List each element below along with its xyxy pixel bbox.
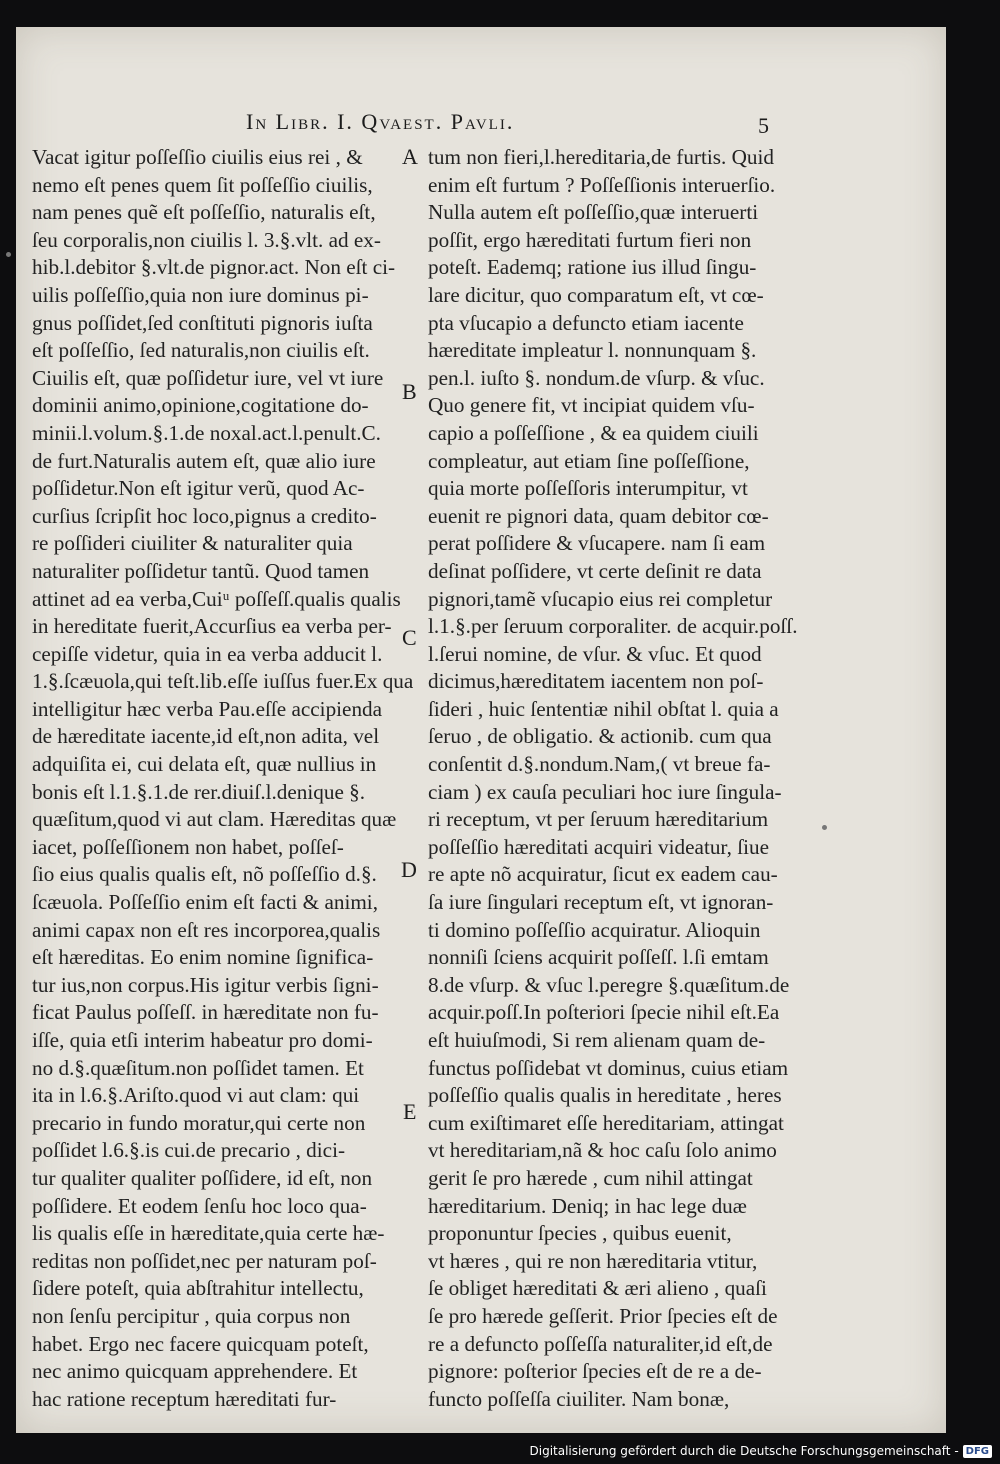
text-line: ciam ) ex cauſa peculiari hoc iure ſingula-: [428, 779, 782, 804]
text-line: tur qualiter qualiter poſſidere, id eſt, non: [32, 1165, 373, 1190]
text-line: pignore: poſterior ſpecies eſt de re a de-: [428, 1359, 762, 1384]
text-line: 1.§.ſcæuola,qui teſt.lib.eſſe iuſſus fuer.Ex qua: [32, 669, 414, 694]
text-line: lis qualis eſſe in hæreditate,quia certe hæ-: [32, 1221, 385, 1246]
page-number: 5: [758, 113, 771, 138]
text-line: re poſſideri ciuiliter & naturaliter quia: [32, 531, 353, 556]
text-line: ſe obliget hæreditati & æri alieno , quaſi: [428, 1276, 767, 1301]
text-line: hib.l.debitor §.vlt.de pignor.act. Non eſt ci-: [32, 255, 396, 280]
margin-marker: C: [402, 625, 417, 650]
text-line: habet. Ergo nec facere quicquam poteſt,: [32, 1331, 369, 1356]
text-line: precario in fundo moratur,qui certe non: [32, 1110, 366, 1135]
text-line: re a defuncto poſſeſſa naturaliter,id eſt,de: [428, 1331, 773, 1356]
text-line: l.1.§.per ſeruum corporaliter. de acquir.poſſ.: [428, 614, 798, 639]
text-line: euenit re pignori data, quam debitor cœ-: [428, 503, 769, 528]
text-line: animi capax non eſt res incorporea,qualis: [32, 917, 381, 942]
text-line: ſeu corporalis,non ciuilis l. 3.§.vlt. ad ex-: [32, 227, 381, 252]
text-line: eſt huiuſmodi, Si rem alienam quam de-: [428, 1028, 766, 1052]
text-line: Vacat igitur poſſeſſio ciuilis eius rei , &: [32, 145, 363, 169]
text-line: ſideri , huic ſententiæ nihil obſtat l. quia a: [428, 696, 779, 721]
text-line: gerit ſe pro hærede , cum nihil attingat: [428, 1165, 753, 1190]
text-line: Quo genere fit, vt incipiat quidem vſu-: [428, 393, 755, 418]
text-line: attinet ad ea verba,Cuiᵘ poſſeſſ.qualis qualis: [32, 586, 401, 611]
text-line: conſentit d.§.nondum.Nam,( vt breue fa-: [428, 752, 771, 777]
margin-spot: [822, 825, 827, 830]
text-line: bonis eſt l.1.§.1.de rer.diuiſ.l.denique §.: [32, 779, 366, 804]
text-line: poſſidet l.6.§.is cui.de precario , dici-: [32, 1138, 346, 1163]
text-line: in hereditate fuerit,Accurſius ea verba per-: [32, 614, 392, 639]
text-line: dominii animo,opinione,cogitatione do-: [32, 393, 369, 418]
left-column: [32, 144, 414, 1413]
text-line: poſſeſſio hæreditati acquiri videatur, ſiue: [428, 834, 769, 859]
text-line: eſt poſſeſſio, ſed naturalis,non ciuilis eſt.: [32, 338, 370, 363]
text-line: tum non fieri,l.hereditaria,de furtis. Quid: [428, 145, 774, 169]
text-line: perat poſſidere & vſucapere. nam ſi eam: [428, 531, 766, 556]
text-line: l.ſerui nomine, de vſur. & vſuc. Et quod: [428, 641, 762, 666]
margin-marker: E: [403, 1099, 417, 1124]
text-line: pignori,tamẽ vſucapio eius rei completur: [428, 586, 773, 611]
text-line: ita in l.6.§.Ariſto.quod vi aut clam: qui: [32, 1083, 360, 1108]
text-line: pta vſucapio a defuncto etiam iacente: [428, 310, 744, 335]
text-line: curſius ſcripſit hoc loco,pignus a credito-: [32, 503, 377, 528]
text-line: reditas non poſſidet,nec per naturam poſ-: [32, 1248, 377, 1273]
text-line: functo poſſeſſa ciuiliter. Nam bonæ,: [428, 1386, 730, 1411]
text-line: intelligitur hæc verba Pau.eſſe accipienda: [32, 696, 383, 721]
text-line: poſſidetur.Non eſt igitur verũ, quod Ac-: [32, 476, 365, 501]
text-line: Nulla autem eſt poſſeſſio,quæ interuerti: [428, 200, 759, 225]
text-line: capio a poſſeſſione , & ea quidem ciuili: [428, 420, 759, 445]
text-line: hac ratione receptum hæreditati fur-: [32, 1386, 337, 1411]
text-line: ſidere poteſt, quia abſtrahitur intellectu,: [32, 1276, 364, 1301]
text-line: poteſt. Eademq; ratione ius illud ſingu-: [428, 255, 757, 280]
text-line: iacet, poſſeſſionem non habet, poſſeſ-: [32, 834, 344, 859]
text-line: re apte nõ acquiratur, ſicut ex eadem cau-: [428, 862, 778, 887]
text-line: Ciuilis eſt, quæ poſſidetur iure, vel vt iure: [32, 365, 384, 390]
margin-spot: [6, 252, 11, 257]
footer-text: Digitalisierung gefördert durch die Deutsche Forschungsgemeinschaft -: [529, 1444, 959, 1458]
text-line: enim eſt furtum ? Poſſeſſionis interuerſio.: [428, 172, 776, 197]
text-line: no d.§.quæſitum.non poſſidet tamen. Et: [32, 1055, 364, 1080]
text-line: poſſeſſio qualis qualis in hereditate , heres: [428, 1083, 782, 1108]
book-page: [16, 27, 946, 1433]
text-line: vt hæres , qui re non hæreditaria vtitur,: [428, 1248, 758, 1273]
text-line: de furt.Naturalis autem eſt, quæ alio iure: [32, 448, 376, 473]
text-line: cepiſſe videtur, quia in ea verba adducit l.: [32, 641, 383, 666]
text-line: hæreditate impleatur l. nonnunquam §.: [428, 338, 757, 363]
text-line: ficat Paulus poſſeſſ. in hæreditate non fu-: [32, 1000, 379, 1025]
text-line: 8.de vſurp. & vſuc l.peregre §.quæſitum.de: [428, 972, 790, 997]
text-line: ſcæuola. Poſſeſſio enim eſt facti & animi,: [32, 890, 378, 915]
text-line: nam penes quẽ eſt poſſeſſio, naturalis eſt,: [32, 200, 376, 225]
text-line: ſeruo , de obligatio. & actionib. cum qua: [428, 724, 772, 749]
digitization-footer: [530, 1444, 993, 1458]
text-line: adquiſita ei, cui delata eſt, quæ nullius in: [32, 752, 377, 777]
text-line: ti domino poſſeſſio acquiratur. Alioquin: [428, 917, 761, 942]
text-line: quæſitum,quod vi aut clam. Hæreditas quæ: [32, 807, 397, 832]
text-line: nemo eſt penes quem ſit poſſeſſio ciuilis,: [32, 172, 373, 197]
text-line: ſa iure ſingulari receptum eſt, vt ignoran-: [428, 890, 774, 915]
dfg-logo: DFG: [963, 1445, 992, 1458]
text-line: hæreditarium. Deniq; in hac lege duæ: [428, 1193, 747, 1218]
text-line: ſe pro hærede geſſerit. Prior ſpecies eſt de: [428, 1303, 778, 1328]
text-line: ſio eius qualis qualis eſt, nõ poſſeſſio d.§.: [32, 862, 377, 887]
text-line: ri receptum, vt per ſeruum hæreditarium: [428, 807, 769, 832]
text-line: naturaliter poſſidetur tantũ. Quod tamen: [32, 558, 370, 583]
text-line: de hæreditate iacente,id eſt,non adita, vel: [32, 724, 380, 749]
margin-marker: B: [402, 379, 417, 404]
text-line: nec animo quicquam apprehendere. Et: [32, 1359, 358, 1384]
margin-marker: D: [401, 857, 417, 882]
text-line: non ſenſu percipitur , quia corpus non: [32, 1303, 351, 1328]
text-line: functus poſſidebat vt dominus, cuius etiam: [428, 1055, 789, 1080]
text-line: minii.l.volum.§.1.de noxal.act.l.penult.C.: [32, 420, 381, 445]
text-line: vt hereditariam,nã & hoc caſu ſolo animo: [428, 1138, 777, 1163]
text-line: poſſit, ergo hæreditati furtum fieri non: [428, 227, 752, 252]
text-line: uilis poſſeſſio,quia non iure dominus pi-: [32, 282, 369, 307]
text-line: iſſe, quia etſi interim habeatur pro domi-: [32, 1028, 373, 1052]
text-line: pen.l. iuſto §. nondum.de vſurp. & vſuc.: [428, 365, 765, 390]
text-line: gnus poſſidet,ſed conſtituti pignoris iuſta: [32, 310, 373, 335]
text-line: eſt hæreditas. Eo enim nomine ſignifica-: [32, 945, 374, 970]
text-line: quia morte poſſeſſoris interumpitur, vt: [428, 476, 748, 501]
text-line: cum exiſtimaret eſſe hereditariam, attingat: [428, 1110, 784, 1135]
text-line: deſinat poſſidere, vt certe deſinit re data: [428, 558, 762, 583]
margin-marker: A: [402, 144, 418, 169]
text-line: acquir.poſſ.In poſteriori ſpecie nihil eſt.Ea: [428, 1000, 780, 1025]
header-title: In Libr. I. Qvaest. Pavli.: [246, 109, 515, 134]
right-column: [428, 144, 798, 1413]
text-line: poſſidere. Et eodem ſenſu hoc loco qua-: [32, 1193, 367, 1218]
text-line: tur ius,non corpus.His igitur verbis ſigni-: [32, 972, 379, 997]
text-line: proponuntur ſpecies , quibus euenit,: [428, 1221, 732, 1246]
text-line: compleatur, aut etiam ſine poſſeſſione,: [428, 448, 750, 473]
text-line: dicimus,hæreditatem iacentem non poſ-: [428, 669, 764, 694]
text-line: lare dicitur, quo comparatum eſt, vt cœ-: [428, 282, 764, 307]
text-line: nonniſi ſciens acquirit poſſeſſ. l.ſi emtam: [428, 945, 769, 970]
